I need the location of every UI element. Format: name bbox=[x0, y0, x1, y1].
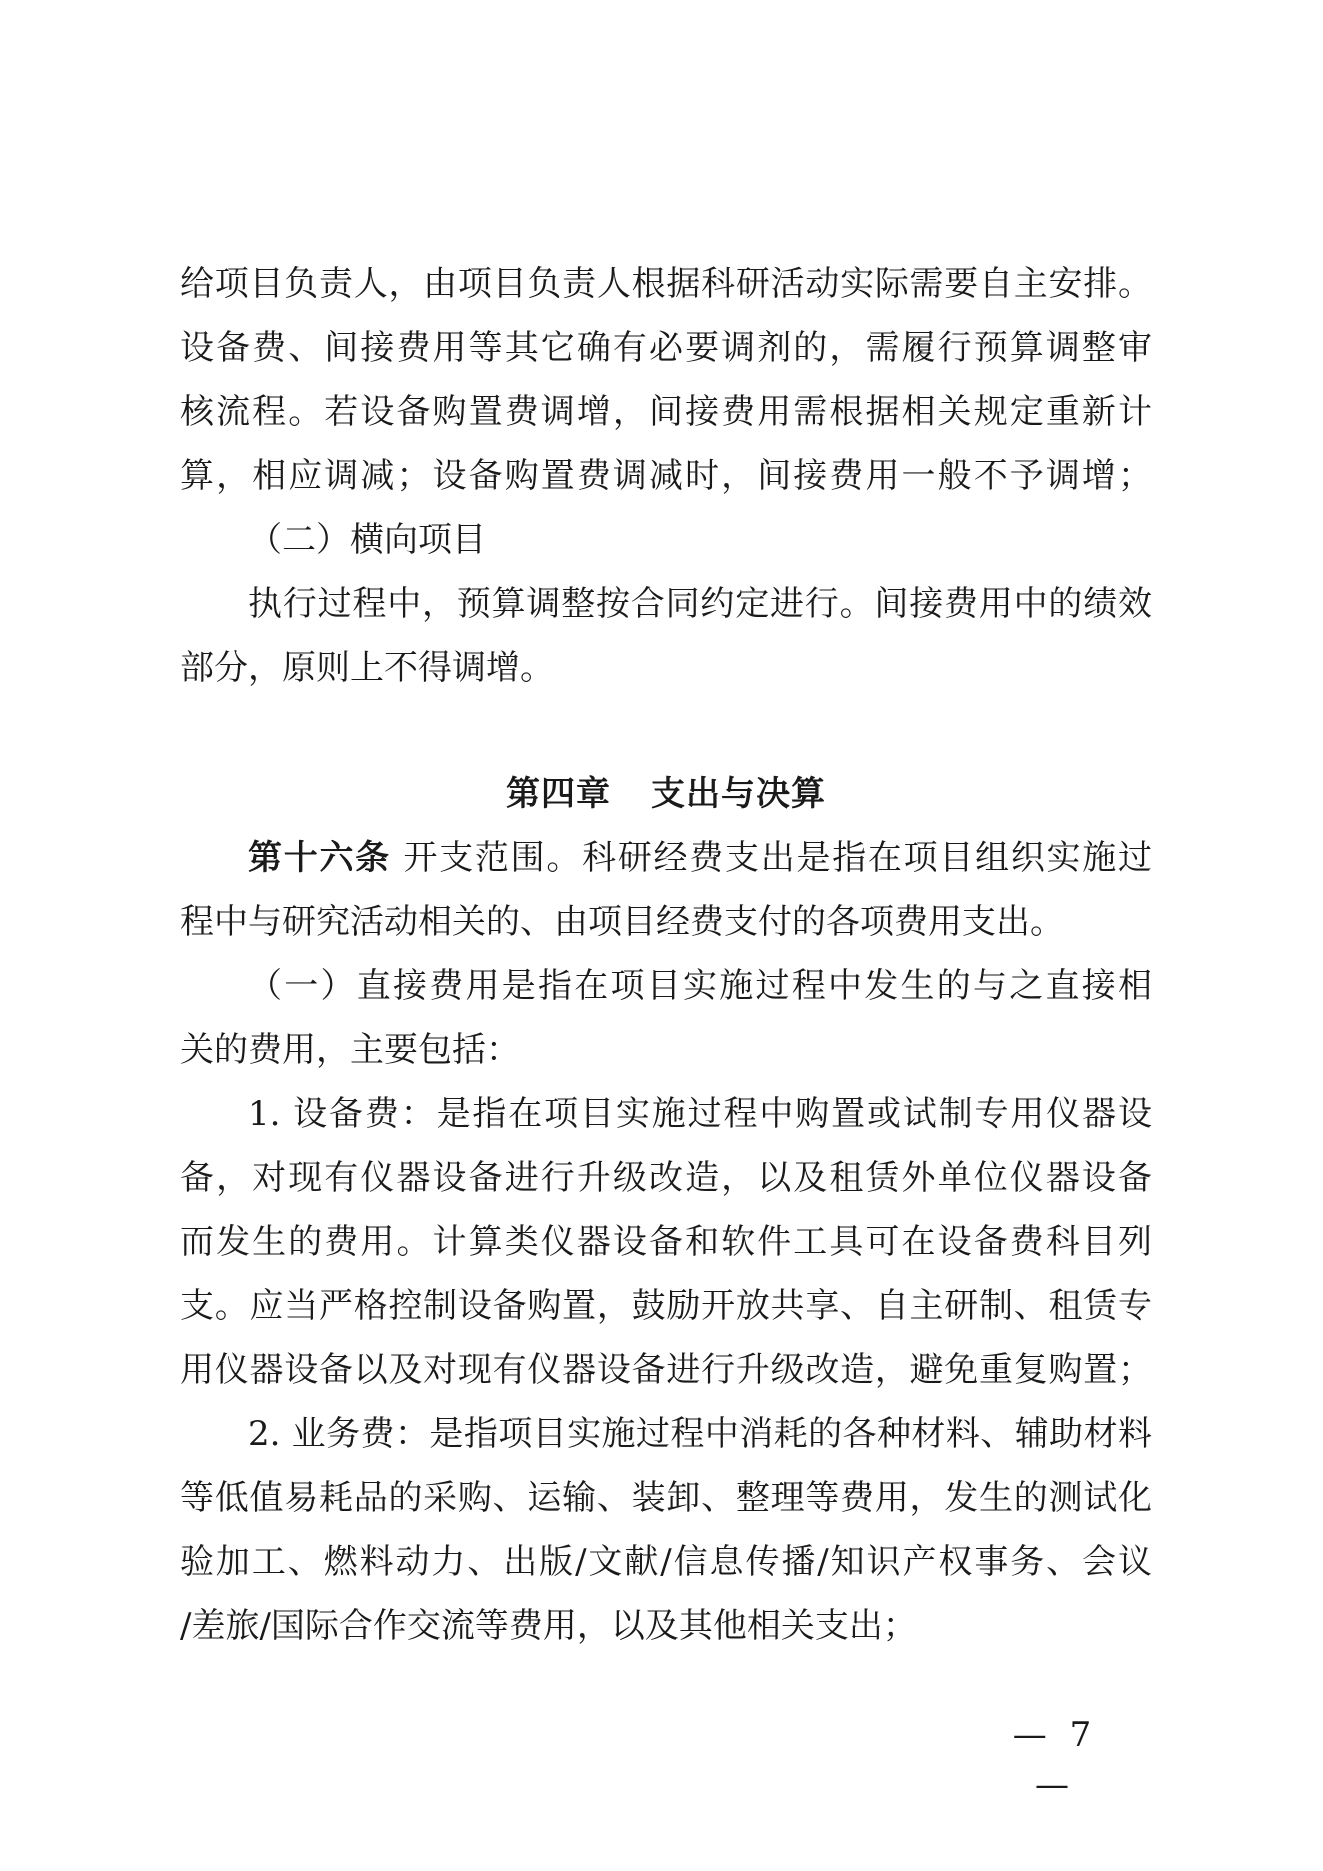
text-line: （一）直接费用是指在项目实施过程中发生的与之直接相 bbox=[248, 966, 1152, 1006]
page-number: — 7 — bbox=[1012, 1715, 1098, 1805]
text-line: 备，对现有仪器设备进行升级改造，以及租赁外单位仪器设备 bbox=[180, 1158, 1152, 1198]
chapter-number: 第四章 bbox=[506, 774, 611, 814]
text-line: 而发生的费用。计算类仪器设备和软件工具可在设备费科目列 bbox=[180, 1222, 1152, 1262]
text-line: 设备费、间接费用等其它确有必要调剂的，需履行预算调整审 bbox=[180, 328, 1152, 368]
text-line: 等低值易耗品的采购、运输、装卸、整理等费用，发生的测试化 bbox=[180, 1478, 1152, 1518]
text-line: 算，相应调减；设备购置费调减时，间接费用一般不予调增； bbox=[180, 456, 1152, 496]
article-text: 开支范围。科研经费支出是指在项目组织实施过 bbox=[403, 838, 1153, 878]
text-line: 1. 设备费：是指在项目实施过程中购置或试制专用仪器设 bbox=[248, 1094, 1152, 1134]
text-line: 支。应当严格控制设备购置，鼓励开放共享、自主研制、租赁专 bbox=[180, 1286, 1152, 1326]
article-number: 第十六条 bbox=[248, 838, 391, 878]
section-heading: （二）横向项目 bbox=[248, 520, 486, 560]
text-line: 2. 业务费：是指项目实施过程中消耗的各种材料、辅助材料 bbox=[248, 1414, 1152, 1454]
chapter-title: 支出与决算 bbox=[651, 774, 826, 814]
chapter-heading bbox=[180, 762, 1152, 826]
text-line: /差旅/国际合作交流等费用，以及其他相关支出； bbox=[180, 1606, 917, 1646]
text-line: 部分，原则上不得调增。 bbox=[180, 648, 554, 688]
text-line: 给项目负责人，由项目负责人根据科研活动实际需要自主安排。 bbox=[180, 264, 1152, 304]
text-line: 执行过程中，预算调整按合同约定进行。间接费用中的绩效 bbox=[248, 584, 1152, 624]
text-line: 用仪器设备以及对现有仪器设备进行升级改造，避免重复购置； bbox=[180, 1350, 1152, 1390]
article-line bbox=[248, 826, 1152, 890]
text-line: 核流程。若设备购置费调增，间接费用需根据相关规定重新计 bbox=[180, 392, 1152, 432]
text-line: 程中与研究活动相关的、由项目经费支付的各项费用支出。 bbox=[180, 902, 1064, 942]
text-line: 验加工、燃料动力、出版/文献/信息传播/知识产权事务、会议 bbox=[180, 1542, 1152, 1582]
text-line: 关的费用，主要包括： bbox=[180, 1030, 520, 1070]
